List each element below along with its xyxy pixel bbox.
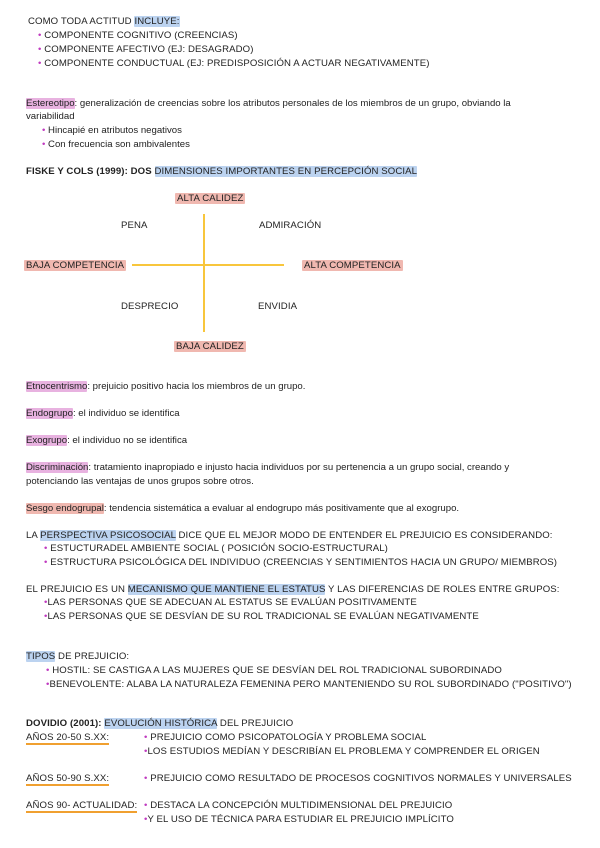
endogrupo-definition: Endogrupo: el individuo se identifica <box>26 408 180 419</box>
quadrant-desprecio: DESPRECIO <box>121 301 179 312</box>
list-item: • DESTACA LA CONCEPCIÓN MULTIDIMENSIONAL DEL PREJUICIO <box>144 800 453 811</box>
period-label: AÑOS 20-50 S.XX: <box>26 732 110 743</box>
quadrant-pena: PENA <box>121 220 148 231</box>
label-alta-calidez: ALTA CALIDEZ <box>177 193 244 204</box>
list-item: •Y EL USO DE TÉCNICA PARA ESTUDIAR EL PREJUICIO IMPLÍCITO <box>144 814 454 825</box>
list-item: • HOSTIL: SE CASTIGA A LAS MUJERES QUE SE DESVÍAN DEL ROL TRADICIONAL SUBORDINADO <box>46 665 502 676</box>
list-item: • ESTUCTURADEL AMBIENTE SOCIAL ( POSICIÓN SOCIO-ESTRUCTURAL) <box>44 543 388 554</box>
label-alta-competencia: ALTA COMPETENCIA <box>304 260 401 271</box>
competence-axis <box>132 264 284 266</box>
exogrupo-definition: Exogrupo: el individuo no se identifica <box>26 435 188 446</box>
list-item: • PREJUICIO COMO PSICOPATOLOGÍA Y PROBLEMA SOCIAL <box>144 732 427 743</box>
discriminacion-definition: Discriminación: tratamiento inapropiado e injusto hacia individuos por su pertenencia a un grupo social, creando y <box>26 462 510 473</box>
list-item: • COMPONENTE AFECTIVO (EJ: DESAGRADO) <box>38 44 254 55</box>
list-item: • COMPONENTE CONDUCTUAL (EJ: PREDISPOSICIÓN A ACTUAR NEGATIVAMENTE) <box>38 58 430 69</box>
list-item: •LOS ESTUDIOS MEDÍAN Y DESCRIBÍAN EL PROBLEMA Y COMPRENDER EL ORIGEN <box>144 746 540 757</box>
quadrant-admiracion: ADMIRACIÓN <box>259 220 322 231</box>
list-item: • ESTRUCTURA PSICOLÓGICA DEL INDIVIDUO (CREENCIAS Y SENTIMIENTOS HACIA UN GRUPO/ MIEMBROS) <box>44 557 558 568</box>
list-item: • Con frecuencia son ambivalentes <box>42 139 190 150</box>
label-baja-calidez: BAJA CALIDEZ <box>176 341 244 352</box>
etnocentrismo-definition: Etnocentrismo: prejuicio positivo hacia los miembros de un grupo. <box>26 381 306 392</box>
list-item: • COMPONENTE COGNITIVO (CREENCIAS) <box>38 30 238 41</box>
discriminacion-definition-cont: potenciando las ventajas de unos grupos sobre otros. <box>26 476 254 487</box>
list-item: •BENEVOLENTE: ALABA LA NATURALEZA FEMENINA PERO MANTENIENDO SU ROL SUBORDINADO ("POSITIVO") <box>46 679 572 690</box>
list-item: •LAS PERSONAS QUE SE DESVÍAN DE SU ROL TRADICIONAL SE EVALÚAN NEGATIVAMENTE <box>44 611 479 622</box>
quadrant-envidia: ENVIDIA <box>258 301 298 312</box>
period-label: AÑOS 50-90 S.XX: <box>26 773 110 784</box>
mecanismo-heading: EL PREJUICIO ES UN MECANISMO QUE MANTIENE EL ESTATUS Y LAS DIFERENCIAS DE ROLES ENTRE GRUPOS: <box>26 584 560 595</box>
list-item: •LAS PERSONAS QUE SE ADECUAN AL ESTATUS SE EVALÚAN POSITIVAMENTE <box>44 597 417 608</box>
list-item: • Hincapié en atributos negativos <box>42 125 182 136</box>
tipos-heading: TIPOS DE PREJUICIO: <box>26 651 130 662</box>
sesgo-definition: Sesgo endogrupal: tendencia sistemática a evaluar al endogrupo más positivamente que al exogrupo. <box>26 503 460 514</box>
list-item: • PREJUICIO COMO RESULTADO DE PROCESOS COGNITIVOS NORMALES Y UNIVERSALES <box>144 773 572 784</box>
label-baja-competencia: BAJA COMPETENCIA <box>26 260 125 271</box>
perspectiva-heading: LA PERSPECTIVA PSICOSOCIAL DICE QUE EL MEJOR MODO DE ENTENDER EL PREJUICIO ES CONSIDERANDO: <box>26 530 553 541</box>
estereotipo-definition-cont: variabilidad <box>26 111 75 122</box>
period-label: AÑOS 90- ACTUALIDAD: <box>26 800 138 811</box>
estereotipo-definition: Estereotipo: generalización de creencias sobre los atributos personales de los miembros de un grupo, obviando la <box>26 98 511 109</box>
actitud-heading: COMO TODA ACTITUD INCLUYE: <box>28 16 180 27</box>
fiske-heading: FISKE Y COLS (1999): DOS DIMENSIONES IMPORTANTES EN PERCEPCIÓN SOCIAL <box>26 166 418 177</box>
dovidio-heading: DOVIDIO (2001): EVOLUCIÓN HISTÓRICA DEL PREJUICIO <box>26 718 294 729</box>
warmth-axis <box>203 214 205 332</box>
